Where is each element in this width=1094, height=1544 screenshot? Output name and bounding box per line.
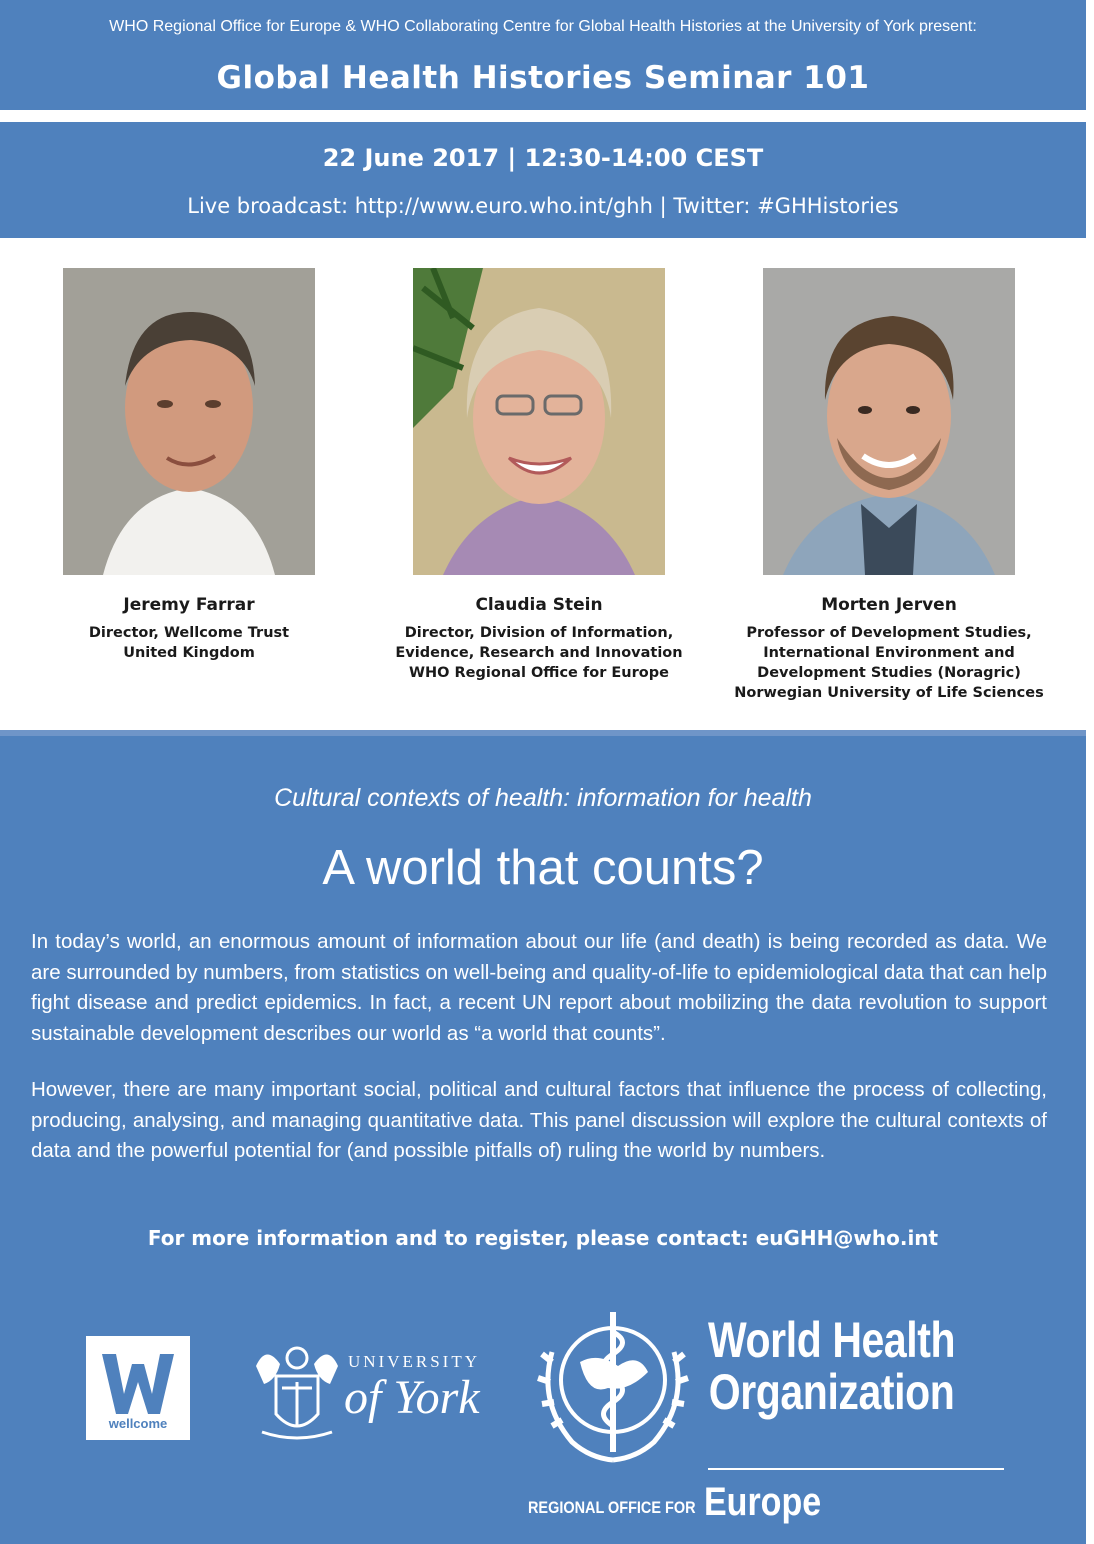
contact-line: For more information and to register, please contact: euGHH@who.int xyxy=(147,1226,939,1250)
body-paragraph: In today’s world, an enormous amount of information about our life (and death) is being recorded as data. We are surrounded by numbers, from statistics on well-being and quality-of-life to epidemiological data that can help fight disease and predict epidemics. In fact, a recent UN report about mobilizing the data revolution to support sustainable development describes our world as “a world that counts”. xyxy=(31,930,1047,1045)
who-regional-text: REGIONAL OFFICE FOR xyxy=(528,1498,696,1517)
speaker-role: Director, Wellcome Trust United Kingdom xyxy=(88,625,290,661)
header-band xyxy=(0,0,1086,110)
speaker-name: Jeremy Farrar xyxy=(123,595,255,615)
speaker-photo xyxy=(763,268,1015,575)
york-university-text: UNIVERSITY xyxy=(348,1352,480,1371)
speaker-role: Professor of Development Studies, International Environment and Development Studies (Noragric) Norwegian University of Life Sciences xyxy=(734,625,1044,701)
main-band xyxy=(0,730,1086,1544)
who-europe-logo xyxy=(528,1292,1028,1524)
date-band xyxy=(0,122,1086,238)
seminar-title: Global Health Histories Seminar 101 xyxy=(216,60,870,96)
york-script-text: of York xyxy=(344,1371,480,1424)
who-name-text: World Health Organization xyxy=(708,1312,956,1420)
who-divider xyxy=(708,1468,1004,1470)
york-crest-icon xyxy=(252,1336,342,1446)
speaker-photo xyxy=(413,268,665,575)
speaker-card xyxy=(19,268,359,663)
university-of-york-logo xyxy=(252,1336,492,1446)
speaker-card xyxy=(369,268,709,683)
body-paragraph: However, there are many important social, political and cultural factors that influence the process of collecting, producing, analysing, and managing quantitative data. This panel discussion will explore the cultural contexts of data and the powerful potential for (and possible pitfalls of) ruling the world by numbers. xyxy=(31,1078,1047,1162)
broadcast-line: Live broadcast: http://www.euro.who.int/ghh | Twitter: #GHHistories xyxy=(187,194,899,218)
headline: A world that counts? xyxy=(322,841,764,895)
wellcome-logo xyxy=(86,1336,190,1440)
date-time: 22 June 2017 | 12:30-14:00 CEST xyxy=(322,144,764,172)
speaker-role: Director, Division of Information, Evidence, Research and Innovation WHO Regional Office for Europe xyxy=(395,625,683,681)
wellcome-wordmark: wellcome xyxy=(108,1416,168,1431)
organizers-line: WHO Regional Office for Europe & WHO Collaborating Centre for Global Health Histories at the University of York present: xyxy=(109,18,977,35)
speaker-card xyxy=(719,268,1059,703)
speaker-name: Morten Jerven xyxy=(821,595,957,615)
theme-subtitle: Cultural contexts of health: information for health xyxy=(274,784,812,812)
who-europe-text: Europe xyxy=(704,1480,822,1524)
speaker-name: Claudia Stein xyxy=(475,595,603,615)
speaker-photo xyxy=(63,268,315,575)
who-emblem-icon xyxy=(528,1292,698,1482)
